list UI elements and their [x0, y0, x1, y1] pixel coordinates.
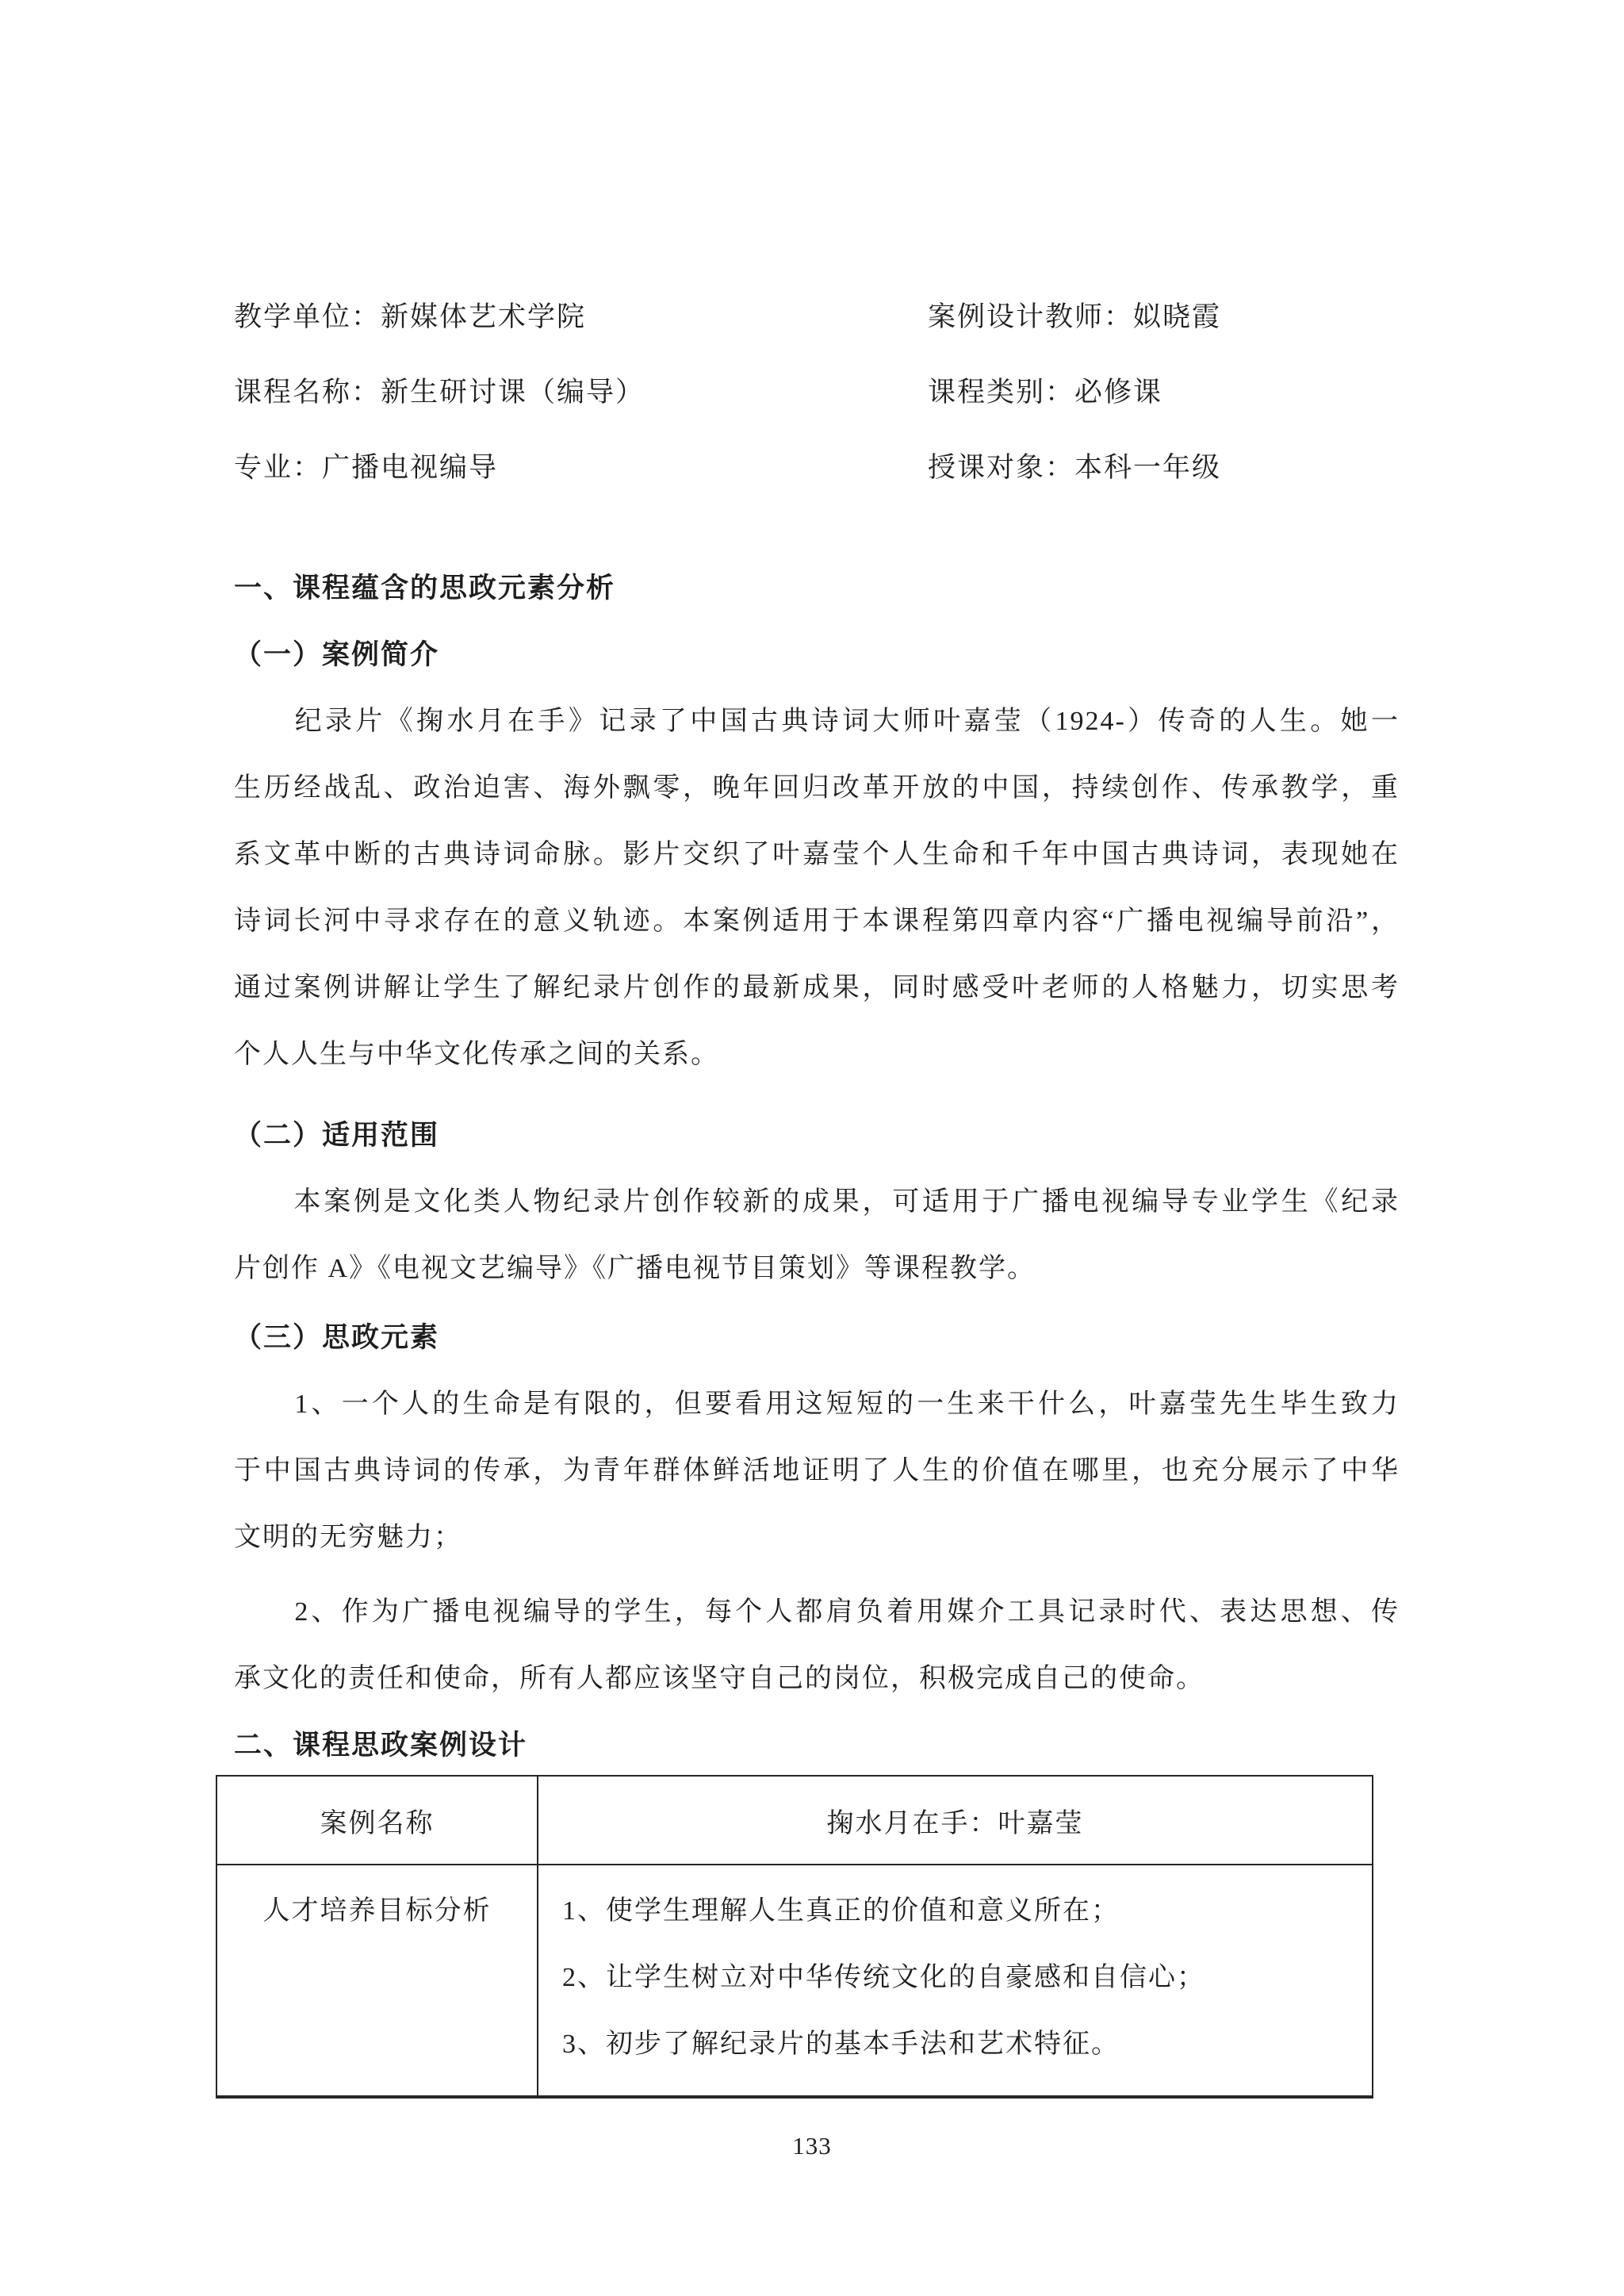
text-line: 1、一个人的生命是有限的，但要看用这短短的一生来干什么，叶嘉莹先生毕生致力 [234, 1389, 1400, 1419]
paragraph-case-intro [234, 688, 1400, 1088]
case-design-table [216, 1775, 1373, 2099]
subsection-case-intro: （一）案例简介 [234, 639, 440, 670]
meta-case-teacher: 案例设计教师：姒晓霞 [928, 301, 1222, 332]
text-line: 系文革中断的古典诗词命脉。影片交织了叶嘉莹个人生命和千年中国古典诗词，表现她在 [234, 840, 1400, 869]
section-heading-2: 二、课程思政案例设计 [234, 1730, 528, 1761]
text-line: 个人人生与中华文化传承之间的关系。 [234, 1040, 719, 1069]
paragraph-sz-element-2 [234, 1579, 1400, 1712]
cell-case-name-value: 掬水月在手：叶嘉莹 [826, 1808, 1084, 1838]
text-line: 于中国古典诗词的传承，为青年群体鲜活地证明了人生的价值在哪里，也充分展示了中华 [234, 1456, 1400, 1485]
text-line: 2、让学生树立对中华传统文化的自豪感和自信心； [562, 1963, 1205, 1992]
paragraph-scope [234, 1169, 1400, 1302]
meta-major: 专业：广播电视编导 [234, 452, 499, 483]
table-row-training-goals [217, 1865, 1372, 2095]
meta-course-type: 课程类别：必修课 [928, 377, 1163, 408]
text-line: 1、使学生理解人生真正的价值和意义所在； [562, 1896, 1120, 1926]
subsection-scope: （二）适用范围 [234, 1120, 440, 1151]
text-line: 纪录片《掬水月在手》记录了中国古典诗词大师叶嘉莹（1924-）传奇的人生。她一 [234, 707, 1400, 736]
meta-target-students: 授课对象：本科一年级 [928, 452, 1222, 483]
meta-row [234, 355, 1400, 430]
text-line: 3、初步了解纪录片的基本手法和艺术特征。 [562, 2030, 1120, 2059]
text-line: 片创作 A》《电视文艺编导》《广播电视节目策划》等课程教学。 [234, 1254, 1036, 1283]
cell-training-goals-value [538, 1865, 1372, 2095]
page-number: 133 [792, 2132, 832, 2160]
text-line: 诗词长河中寻求存在的意义轨迹。本案例适用于本课程第四章内容“广播电视编导前沿”， [234, 907, 1400, 936]
meta-teaching-unit: 教学单位：新媒体艺术学院 [234, 301, 587, 332]
section-heading-1: 一、课程蕴含的思政元素分析 [234, 573, 616, 604]
table-row-case-name [217, 1777, 1372, 1865]
meta-course-name: 课程名称：新生研讨课（编导） [234, 377, 645, 408]
text-line: 本案例是文化类人物纪录片创作较新的成果，可适用于广播电视编导专业学生《纪录 [234, 1187, 1400, 1217]
text-line: 通过案例讲解让学生了解纪录片创作的最新成果，同时感受叶老师的人格魅力，切实思考 [234, 973, 1400, 1002]
paragraph-sz-element-1 [234, 1371, 1400, 1571]
meta-row [234, 430, 1400, 505]
text-line: 承文化的责任和使命，所有人都应该坚守自己的岗位，积极完成自己的使命。 [234, 1664, 1205, 1693]
meta-row [234, 279, 1400, 355]
course-meta-block [234, 279, 1400, 505]
subsection-sz-elements: （三）思政元素 [234, 1322, 440, 1353]
text-line: 2、作为广播电视编导的学生，每个人都肩负着用媒介工具记录时代、表达思想、传 [234, 1597, 1400, 1627]
document-body [234, 555, 1400, 1779]
cell-training-goals-label: 人才培养目标分析 [217, 1865, 538, 2095]
cell-case-name-label: 案例名称 [217, 1777, 538, 1864]
text-line: 生历经战乱、政治迫害、海外飘零，晚年回归改革开放的中国，持续创作、传承教学，重 [234, 773, 1400, 803]
text-line: 文明的无穷魅力； [234, 1523, 462, 1552]
